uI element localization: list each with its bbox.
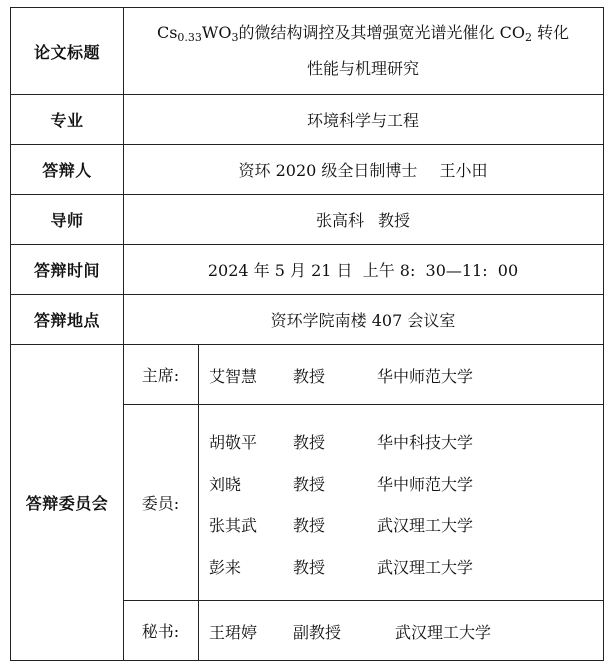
place-value: 资环学院南楼 407 会议室 (270, 311, 456, 330)
row-committee (11, 345, 603, 660)
label-thesis-title: 论文标题 (11, 8, 124, 94)
member-org: 武汉理工大学 (395, 623, 492, 642)
defender-program: 资环 2020 级全日制博士 (238, 161, 418, 180)
advisor-name: 张高科 (315, 211, 364, 230)
committee-chair-group (123, 345, 603, 405)
secretary-role-label: 秘书: (123, 601, 199, 660)
defender-name: 王小田 (439, 161, 488, 180)
label-defender: 答辩人 (11, 145, 124, 194)
member-org: 华中师范大学 (377, 367, 474, 386)
member-name: 胡敬平 (209, 433, 258, 452)
members-role-label: 委员: (123, 405, 199, 600)
member-org: 华中师范大学 (377, 475, 474, 494)
defender-value (123, 145, 603, 194)
member-org: 武汉理工大学 (377, 558, 474, 577)
member-name: 刘晓 (209, 475, 242, 494)
row-defender (11, 145, 603, 195)
thesis-title-line2: 性能与机理研究 (306, 59, 419, 78)
label-time: 答辩时间 (11, 245, 124, 294)
member-title: 教授 (293, 516, 326, 535)
time-value: 2024 年 5 月 21 日 上午 8: 30—11: 00 (207, 261, 519, 280)
member-title: 教授 (293, 367, 326, 386)
row-advisor (11, 195, 603, 245)
committee-members-group (123, 405, 603, 601)
member-title: 副教授 (293, 623, 342, 642)
row-thesis-title (11, 8, 603, 95)
defense-info-table (10, 7, 604, 661)
member-name: 王珺婷 (209, 623, 258, 642)
member-title: 教授 (293, 558, 326, 577)
label-committee: 答辩委员会 (11, 345, 124, 660)
member-name: 艾智慧 (209, 367, 258, 386)
member-title: 教授 (293, 475, 326, 494)
major-value: 环境科学与工程 (306, 111, 419, 130)
label-place: 答辩地点 (11, 295, 124, 344)
thesis-title (123, 8, 603, 94)
advisor-value (123, 195, 603, 244)
advisor-title: 教授 (378, 211, 411, 230)
chair-role-label: 主席: (123, 345, 199, 404)
row-time (11, 245, 603, 295)
label-major: 专业 (11, 95, 124, 144)
label-advisor: 导师 (11, 195, 124, 244)
row-major (11, 95, 603, 145)
row-place (11, 295, 603, 345)
thesis-title-line1: Cs0.33WO3的微结构调控及其增强宽光谱光催化 CO2 转化 (156, 23, 570, 44)
member-org: 武汉理工大学 (377, 516, 474, 535)
member-title: 教授 (293, 433, 326, 452)
member-name: 张其武 (209, 516, 258, 535)
member-name: 彭来 (209, 558, 242, 577)
member-org: 华中科技大学 (377, 433, 474, 452)
committee-secretary-group (123, 601, 603, 660)
